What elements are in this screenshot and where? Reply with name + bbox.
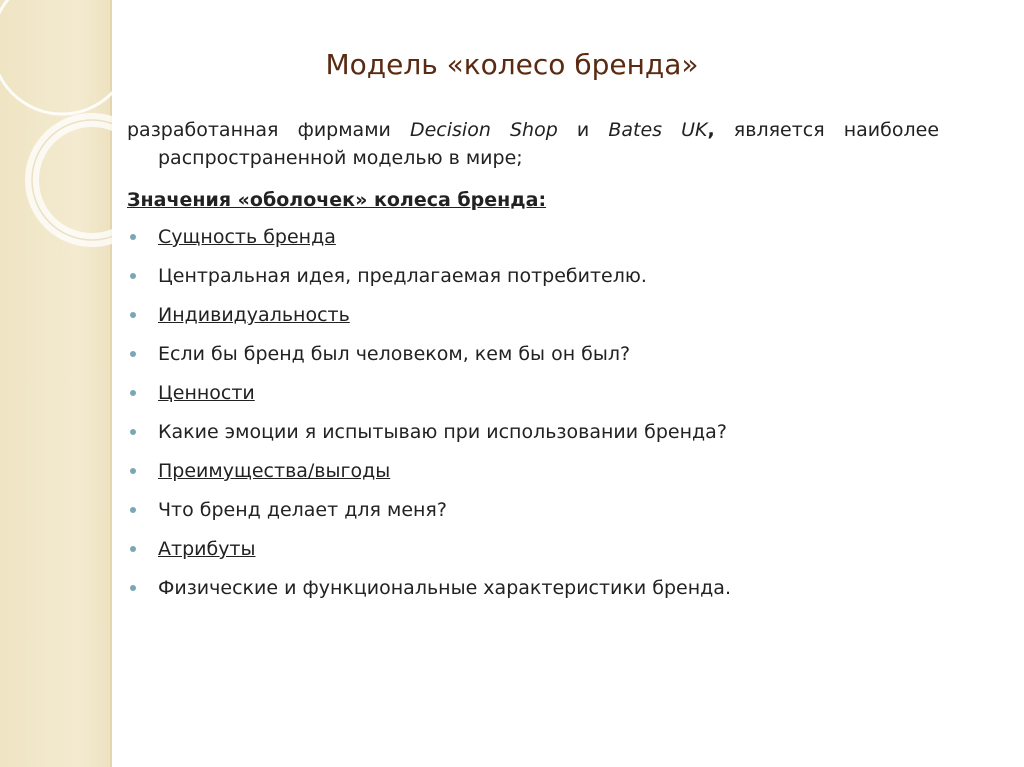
list-item-values-desc xyxy=(127,418,939,457)
intro-comma: , xyxy=(707,119,715,141)
list-item-text: Ценности xyxy=(158,382,255,404)
intro-part1: разработанная фирмами xyxy=(127,119,410,141)
list-item-benefits xyxy=(127,457,939,496)
list-item-text: Индивидуальность xyxy=(158,304,350,326)
list-item-text: Если бы бренд был человеком, кем бы он был? xyxy=(158,343,631,365)
intro-paragraph xyxy=(127,116,939,172)
bullet-dot-icon xyxy=(130,546,136,552)
list-item-text: Сущность бренда xyxy=(158,226,336,248)
decorative-rings xyxy=(0,0,112,330)
list-item-text: Преимущества/выгоды xyxy=(158,460,391,482)
list-item-attributes xyxy=(127,535,939,574)
bullet-dot-icon xyxy=(130,234,136,240)
list-item-text: Атрибуты xyxy=(158,538,256,560)
list-item-text: Что бренд делает для меня? xyxy=(158,499,447,521)
bullet-dot-icon xyxy=(130,429,136,435)
company-decision-shop: Decision Shop xyxy=(409,119,558,141)
bullet-dot-icon xyxy=(130,351,136,357)
list-item-personality-desc xyxy=(127,340,939,379)
list-item-values xyxy=(127,379,939,418)
bullet-dot-icon xyxy=(130,273,136,279)
list-item-text: Какие эмоции я испытываю при использовании бренда? xyxy=(158,421,727,443)
list-item-essence-desc xyxy=(127,262,939,301)
list-item-attributes-desc xyxy=(127,574,939,613)
list-item-benefits-desc xyxy=(127,496,939,535)
bullet-dot-icon xyxy=(130,507,136,513)
company-bates-uk: Bates UK xyxy=(608,119,708,141)
slide-title: Модель «колесо бренда» xyxy=(325,48,699,81)
bullet-dot-icon xyxy=(130,585,136,591)
slide-content xyxy=(127,116,939,613)
list-item-text: Центральная идея, предлагаемая потребителю. xyxy=(158,265,647,287)
list-item-personality xyxy=(127,301,939,340)
section-heading: Значения «оболочек» колеса бренда: xyxy=(127,189,547,211)
list-item-text: Физические и функциональные характеристики бренда. xyxy=(158,577,731,599)
intro-part2: и xyxy=(557,119,609,141)
list-item-essence xyxy=(127,223,939,262)
bullet-dot-icon xyxy=(130,468,136,474)
intro-part3: является наиболее распространенной моделью в мире; xyxy=(158,119,940,169)
bullet-dot-icon xyxy=(130,312,136,318)
bullet-dot-icon xyxy=(130,390,136,396)
bullet-list xyxy=(127,223,939,613)
